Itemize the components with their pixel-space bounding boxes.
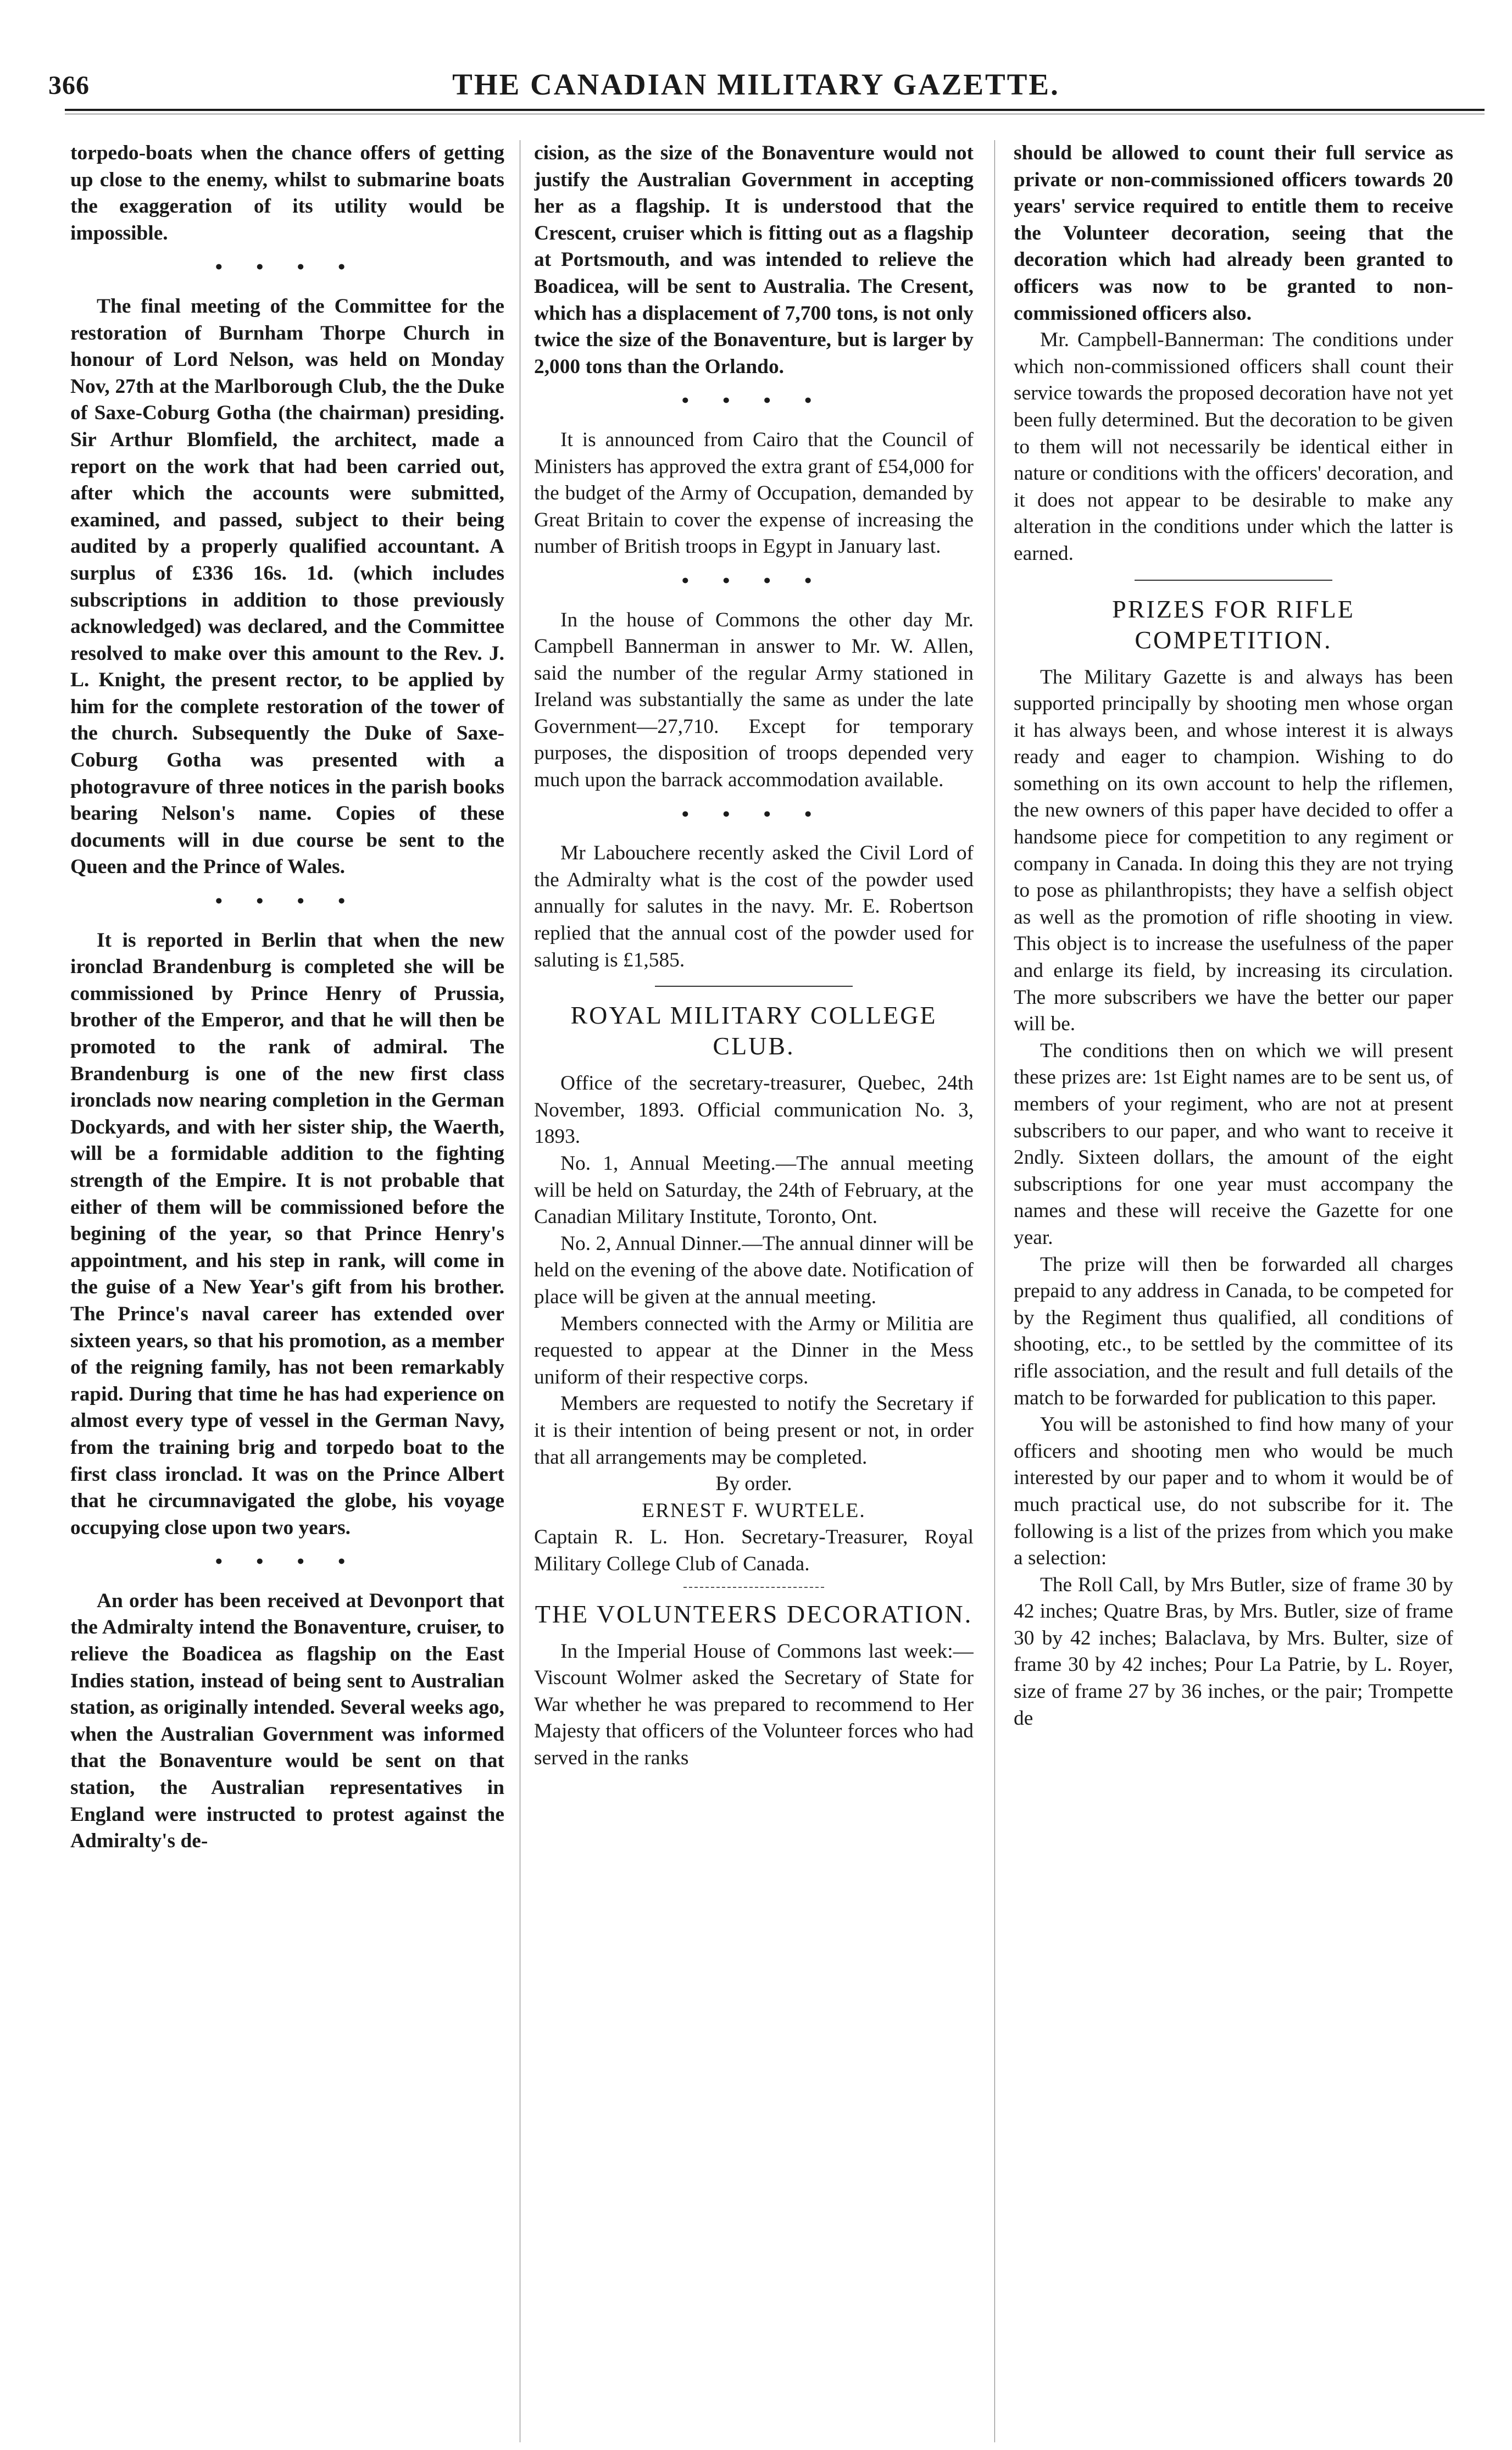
section-rule bbox=[683, 1587, 824, 1588]
article-paragraph: It is reported in Berlin that when the new ironclad Brandenburg is completed she will be commissioned by Prince Henry of Prussia, brother of the Emperor, and that he will then be promoted to the rank of admiral. The Brandenburg is one of the new first class ironclads now nearing completion in the German Dockyards, and with her sister ship, the Waerth, will be a formidable addition to the fighting strength of the Empire. It is not probable that either of them will be commissioned before the begining of the year, so that Prince Henry's appointment, and his step in rank, will come in the guise of a New Year's gift from his brother. The Prince's naval career has extended over sixteen years, so that his promotion, as a member of the reigning family, has not been remarkably rapid. During that time he has had experience on almost every type of vessel in the German Navy, from the training brig and torpedo boat to the first class ironclad. It was on the Prince Albert that he circumnavigated the globe, his voyage occupying close upon two years. bbox=[70, 929, 504, 1539]
section-rule bbox=[1135, 580, 1332, 581]
section-headline: PRIZES FOR RIFLE COMPETITION. bbox=[1112, 595, 1355, 654]
section-separator-stars: • • • • bbox=[215, 1551, 360, 1574]
section-separator-stars: • • • • bbox=[215, 256, 360, 279]
section-separator-stars: • • • • bbox=[681, 569, 826, 592]
section-rule bbox=[655, 986, 853, 987]
article-paragraph: An order has been received at Devonport that the Admiralty intend the Bonaventure, cruiser, to relieve the Boadicea as flagship on the East Indies station, instead of being sent to Australian station, as originally intended. Several weeks ago, when the Australian Government was informed that the Bonaventure would be sent on that station, the Australian representatives in England were instructed to protest against the Admiralty's de- bbox=[70, 1589, 504, 1853]
masthead-title: THE CANADIAN MILITARY GAZETTE. bbox=[452, 68, 1060, 101]
column-divider bbox=[994, 140, 995, 2442]
article-paragraph: Members are requested to notify the Secretary if it is their intention of being present or not, in order that all arrangements may be completed. bbox=[534, 1392, 974, 1469]
article-paragraph: torpedo-boats when the chance offers of getting up close to the enemy, whilst to submarine boats the exaggeration of its utility would be impossible. bbox=[70, 142, 504, 245]
article-paragraph: Members connected with the Army or Militia are requested to appear at the Dinner in the Mess uniform of their respective corps. bbox=[534, 1312, 974, 1388]
article-paragraph: Mr. Campbell-Bannerman: The conditions under which non-commissioned officers shall count their service towards the proposed decoration have not yet been fully determined. But the decoration to be given to them will not necessarily be identical either in nature or conditions with the officers' decoration, and it does not appear to be desirable to make any alteration in the conditions under which the latter is earned. bbox=[1014, 329, 1453, 565]
article-paragraph: The final meeting of the Committee for the restoration of Burnham Thorpe Church in honour of Lord Nelson, was held on Monday Nov, 27th at the Marlborough Club, the the Duke of Saxe-Coburg Gotha (the chairman) presiding. Sir Arthur Blomfield, the architect, made a report on the work that had been carried out, after which the accounts were submitted, examined, and passed, subject to their being audited by a properly qualified accountant. A surplus of £336 16s. 1d. (which includes subscriptions in addition to those previously acknowledged) was declared, and the Committee resolved to make over this amount to the Rev. J. L. Knight, the present rector, to be applied by him for the complete restoration of the tower of the church. Subsequently the Duke of Saxe-Coburg Gotha was presented with a photogravure of three notices in the parish books bearing Nelson's name. Copies of these documents will in due course be sent to the Queen and the Prince of Wales. bbox=[70, 295, 504, 879]
article-paragraph: The prize will then be forwarded all charges prepaid to any address in Canada, to be competed for by the Regiment thus qualified, all conditions of shooting, etc., to be settled by the committee of its rifle association, and the result and full details of the match to be forwarded for publication to this paper. bbox=[1014, 1253, 1453, 1409]
signature-title: Captain R. L. Hon. Secretary-Treasurer, Royal Military College Club of Canada. bbox=[534, 1526, 974, 1575]
article-paragraph: cision, as the size of the Bonaventure would not justify the Australian Government in accepting her as a flagship. It is understood that the Crescent, cruiser which is fitting out as a flagship at Portsmouth, and was intended to relieve the Boadicea, will be sent to Australia. The Cresent, which has a displacement of 7,700 tons, is not only twice the size of the Bonaventure, but is larger by 2,000 tons than the Orlando. bbox=[534, 142, 974, 378]
article-paragraph: It is announced from Cairo that the Council of Ministers has approved the extra grant of £54,000 for the budget of the Army of Occupation, demanded by Great Britain to cover the expense of increasing the number of British troops in Egypt in January last. bbox=[534, 428, 974, 558]
column-2 bbox=[534, 140, 974, 2437]
section-separator-stars: • • • • bbox=[215, 890, 360, 913]
article-paragraph: Mr Labouchere recently asked the Civil Lord of the Admiralty what is the cost of the powder used annually for salutes in the navy. Mr. E. Robertson replied that the annual cost of the powder used for saluting is £1,585. bbox=[534, 842, 974, 971]
article-paragraph: The Roll Call, by Mrs Butler, size of frame 30 by 42 inches; Quatre Bras, by Mrs. Butler, size of frame 30 by 42 inches; Balaclava, by Mrs. Bulter, size of frame 30 by 42 inches; Pour La Patrie, by L. Royer, size of frame 27 by 36 inches, or the pair; Trompette de bbox=[1014, 1573, 1453, 1730]
column-1 bbox=[70, 140, 504, 2437]
section-separator-stars: • • • • bbox=[681, 390, 826, 413]
by-order-line: By order. bbox=[715, 1473, 792, 1496]
article-paragraph: Office of the secretary-treasurer, Quebec, 24th November, 1893. Official communication No. 3, 1893. bbox=[534, 1072, 974, 1148]
column-3 bbox=[1014, 140, 1453, 2437]
article-paragraph: You will be astonished to find how many of your officers and shooting men who would be much interested by our paper and to whom it would be of much practical use, do not subscribe for it. The following is a list of the prizes from which you make a selection: bbox=[1014, 1413, 1453, 1570]
article-paragraph: In the house of Commons the other day Mr. Campbell Bannerman in answer to Mr. W. Allen, said the number of the regular Army stationed in Ireland was substantially the same as under the late Government—27,710. Except for temporary purposes, the disposition of troops depended very much upon the barrack accommodation available. bbox=[534, 608, 974, 792]
article-paragraph: No. 2, Annual Dinner.—The annual dinner will be held on the evening of the above date. Notification of place will be given at the annual meeting. bbox=[534, 1232, 974, 1308]
article-paragraph: The Military Gazette is and always has been supported principally by shooting men whose organ it has always been, and whose interest it is always ready and eager to champion. Wishing to do something on its own account to help the riflemen, the new owners of this paper have decided to offer a handsome piece for competition to any regiment or company in Canada. In doing this they are not trying to pose as philanthropists; they have a selfish object as well as the promotion of rifle shooting in view. This object is to increase the usefulness of the paper and enlarge its field, by increasing its circulation. The more subscribers we have the better our paper will be. bbox=[1014, 665, 1453, 1036]
page-number: 366 bbox=[48, 71, 90, 100]
article-paragraph: should be allowed to count their full service as private or non-commissioned officers towards 20 years' service required to entitle them to receive the Volunteer decoration, seeing that the decoration which had already been granted to officers was now to be granted to non-commissioned officers also. bbox=[1014, 142, 1453, 325]
section-separator-stars: • • • • bbox=[681, 803, 826, 826]
article-paragraph: No. 1, Annual Meeting.—The annual meeting will be held on Saturday, the 24th of February, at the Canadian Military Institute, Toronto, Ont. bbox=[534, 1152, 974, 1229]
article-paragraph: The conditions then on which we will present these prizes are: 1st Eight names are to be sent us, of members of your regiment, who are not at present subscribers to our paper, and who want to receive it 2ndly. Sixteen dollars, the amount of the eight subscriptions for one year must accompany the names and these will receive the Gazette for one year. bbox=[1014, 1039, 1453, 1249]
signature-name: ERNEST F. WURTELE. bbox=[642, 1499, 866, 1522]
section-headline: THE VOLUNTEERS DECORATION. bbox=[535, 1599, 973, 1628]
page-header bbox=[0, 0, 1512, 115]
header-rule bbox=[65, 109, 1485, 111]
section-headline: ROYAL MILITARY COLLEGE CLUB. bbox=[570, 1001, 937, 1060]
article-paragraph: In the Imperial House of Commons last week:—Viscount Wolmer asked the Secretary of State for War whether he was prepared to recommend to Her Majesty that officers of the Volunteer forces who had served in the ranks bbox=[534, 1640, 974, 1769]
